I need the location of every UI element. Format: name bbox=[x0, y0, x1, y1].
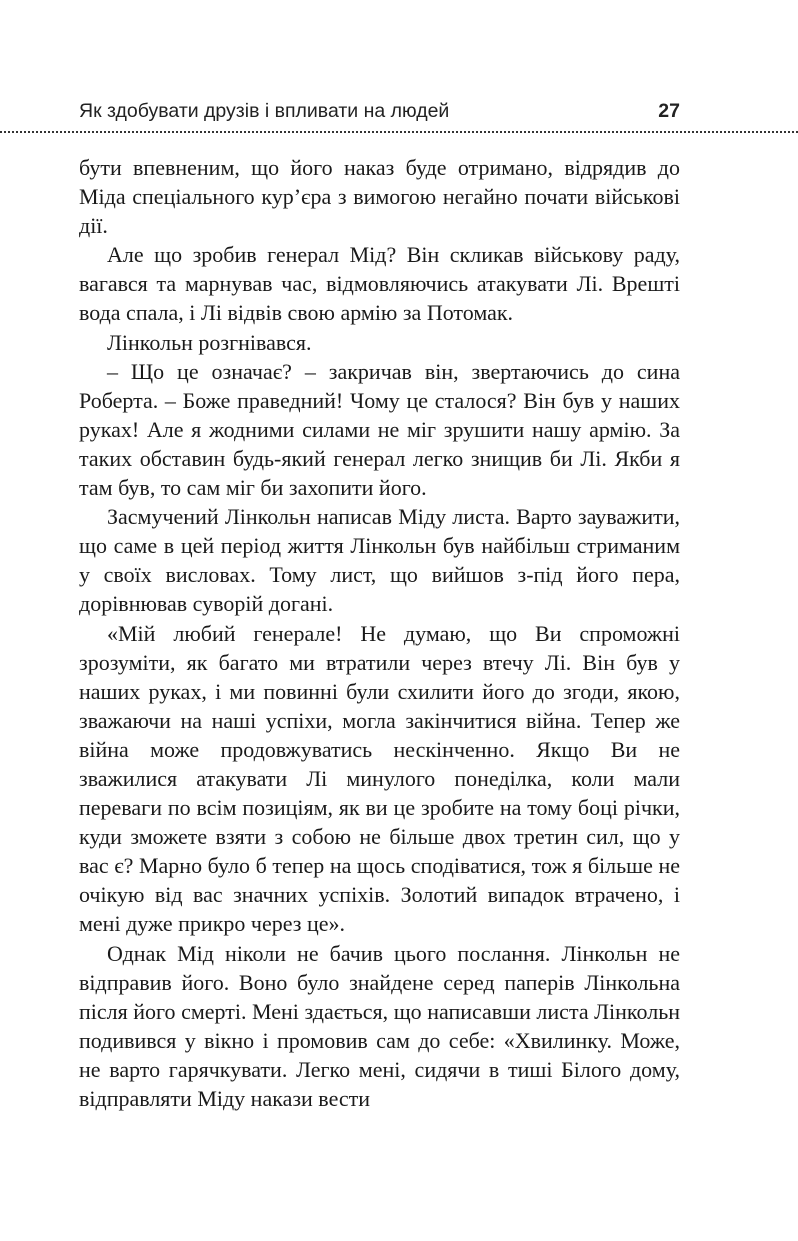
page-number: 27 bbox=[658, 100, 680, 122]
body-text bbox=[79, 153, 680, 1113]
paragraph-3: Лінкольн розгнівався. bbox=[107, 329, 312, 355]
running-title: Як здобувати друзів і впливати на людей bbox=[79, 100, 450, 122]
paragraph-5: Засмучений Лінкольн написав Міду листа. Варто зауважити, що саме в цей період життя Лінкольн був найбільш стриманим у своїх висловах. Тому лист, що вийшов з-під його пера, дорівнював суворій догані. bbox=[79, 504, 680, 617]
running-header bbox=[79, 100, 680, 130]
header-dotted-rule bbox=[0, 131, 798, 133]
paragraph-6-letter: «Мій любий генерале! Не думаю, що Ви спроможні зрозуміти, як багато ми втратили через втечу Лі. Він був у наших руках, і ми повинні були схилити його до згоди, якою, зважаючи на наші успіхи, могла закінчитися війна. Тепер же війна може продовжуватись нескінченно. Якщо Ви не зважилися атакувати Лі минулого понеділка, коли мали переваги по всім позиціям, як ви це зробите на тому боці річки, куди зможете взяти з собою не більше двох третин сил, що у вас є? Марно було б тепер на щось сподіватися, тож я більше не очікую від вас значних успіхів. Золотий випадок втрачено, і мені дуже прикро через це». bbox=[79, 620, 680, 937]
paragraph-7: Однак Мід ніколи не бачив цього послання. Лінкольн не відправив його. Воно було знайдене серед паперів Лінкольна після його смерті. Мені здається, що написавши листа Лінкольн подивився у вікно і промовив сам до себе: «Хвилинку. Може, не варто гарячкувати. Легко мені, сидячи в тиші Білого дому, відправляти Міду накази вести bbox=[79, 940, 680, 1111]
paragraph-1: бути впевненим, що його наказ буде отримано, відрядив до Міда спеціального кур’єра з вимогою негайно почати військові дії. bbox=[79, 155, 680, 239]
paragraph-4: – Що це означає? – закричав він, звертаючись до сина Роберта. – Боже праведний! Чому це сталося? Він був у наших руках! Але я жодними силами не міг зрушити нашу армію. За таких обставин будь-який генерал легко знищив би Лі. Якби я там був, то сам міг би захопити його. bbox=[79, 358, 680, 501]
paragraph-2: Але що зробив генерал Мід? Він скликав військову раду, вагався та марнував час, відмовляючись атакувати Лі. Врешті вода спала, і Лі відвів свою армію за Потомак. bbox=[79, 242, 680, 326]
